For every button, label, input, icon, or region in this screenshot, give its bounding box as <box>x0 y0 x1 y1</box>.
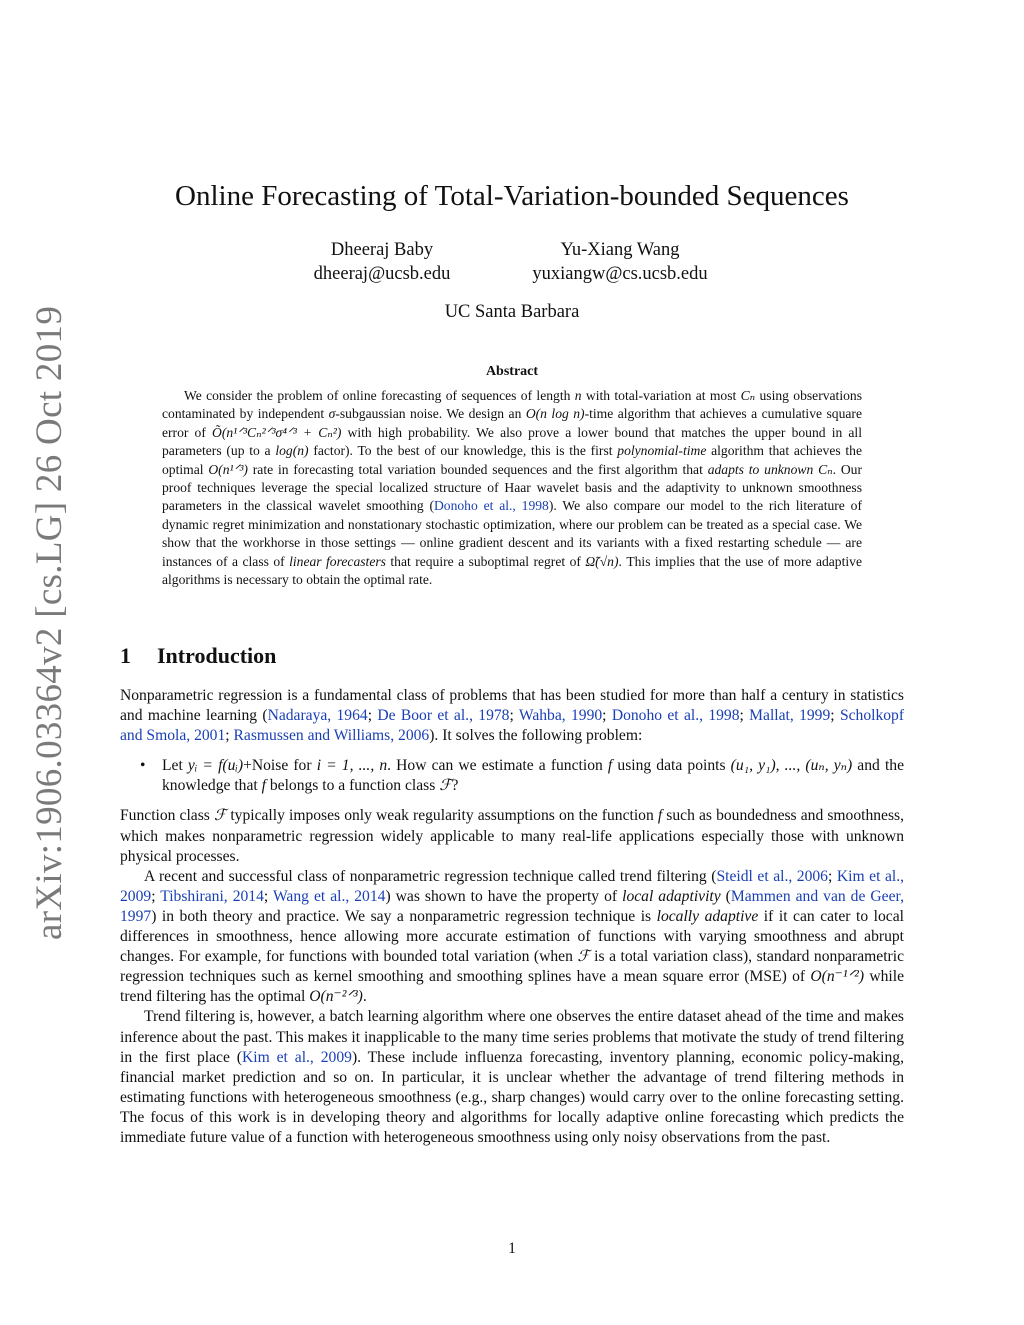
emphasis: adapts to unknown <box>707 461 819 477</box>
math-inline: i = 1, ..., n <box>316 757 388 775</box>
math-inline: ℱ <box>213 807 227 825</box>
math-inline: f <box>607 757 613 775</box>
citation-link[interactable]: Wang et al., 2014 <box>272 887 386 905</box>
emphasis: linear forecasters <box>289 553 386 569</box>
author-block <box>282 238 482 286</box>
citation-link[interactable]: Scholkopf and Smola, 2001 <box>120 707 905 745</box>
author-block <box>505 238 735 286</box>
emphasis: polynomial-time <box>617 443 707 459</box>
author-name: Yu-Xiang Wang <box>560 240 680 260</box>
section-heading <box>120 643 276 669</box>
math-inline: f <box>261 777 266 795</box>
paragraph: Trend filtering is, however, a batch learning algorithm where one observes the entire dataset ahead of the time and makes inference about the past. This makes it inapplicable to the many time series problems that motivate the study of trend filtering in the first place (Kim et al., 2009). These include influenza forecasting, inventory planning, economic policy-making, financial market prediction and so on. In particular, it is unclear whether the advantage of trend filtering methods in estimating functions with heterogeneous smoothness (e.g., sharp changes) would carry over to the online forecasting setting. The focus of this work is in developing theory and algorithms for locally adaptive online forecasting which predicts the immediate future value of a function with heterogeneous smoothness using only noisy observations from the past. <box>120 1008 904 1146</box>
math-inline: f <box>657 807 663 825</box>
citation-link[interactable]: Donoho et al., 1998 <box>433 498 549 514</box>
citation-link[interactable]: Nadaraya, 1964 <box>267 707 368 725</box>
citation-link[interactable]: Rasmussen and Williams, 2006 <box>233 727 430 745</box>
author-email: yuxiangw@cs.ucsb.edu <box>532 264 708 284</box>
paper-title: Online Forecasting of Total-Variation-bounded Sequences <box>175 180 849 212</box>
citation-link[interactable]: Kim et al., 2009 <box>120 867 905 905</box>
paragraph: Function class ℱ typically imposes only weak regularity assumptions on the function f such as boundedness and smoothness, which makes nonparametric regression widely applicable to many real-life applications especially those with unknown physical processes. <box>120 807 905 865</box>
math-inline: O(n¹ᐟ³) <box>208 461 248 477</box>
citation-link[interactable]: De Boor et al., 1978 <box>377 707 510 725</box>
body-text <box>120 686 904 1148</box>
citation-link[interactable]: Steidl et al., 2006 <box>716 867 828 885</box>
citation-link[interactable]: Mallat, 1999 <box>749 707 831 725</box>
affiliation: UC Santa Barbara <box>444 302 580 322</box>
math-inline: log(n) <box>275 443 309 459</box>
abstract-body <box>162 387 862 589</box>
citation-link[interactable]: Tibshirani, 2014 <box>160 887 264 905</box>
math-inline: O(n⁻¹ᐟ²) <box>810 968 865 986</box>
abstract-heading: Abstract <box>485 364 539 379</box>
math-inline: Õ(n¹ᐟ³Cₙ²ᐟ³σ⁴ᐟ³ + Cₙ²) <box>212 424 342 440</box>
emphasis: locally adaptive <box>656 907 759 925</box>
author-email: dheeraj@ucsb.edu <box>313 264 451 284</box>
math-inline: ℱ <box>577 948 590 966</box>
list-item: • Let yᵢ = f(uᵢ)+Noise for i = 1, ..., n. How can we estimate a function f using data points (u₁, y₁), ..., (uₙ, yₙ) and the knowledge that f belongs to a function class ℱ? <box>140 757 904 795</box>
section-number: 1 <box>120 643 131 668</box>
emphasis: local adaptivity <box>622 887 721 905</box>
math-inline: σ <box>328 406 336 422</box>
bullet-list <box>120 756 904 796</box>
math-inline: (u₁, y₁), ..., (uₙ, yₙ) <box>730 757 853 775</box>
citation-link[interactable]: Mammen and van de Geer, 1997 <box>120 887 904 925</box>
section-title: Introduction <box>157 643 277 668</box>
author-name: Dheeraj Baby <box>330 240 434 260</box>
paragraph: Nonparametric regression is a fundamental class of problems that has been studied for more than half a century in statistics and machine learning (Nadaraya, 1964; De Boor et al., 1978; Wahba, 1990; Donoho et al., 1998; Mallat, 1999; Scholkopf and Smola, 2001; Rasmussen and Williams, 2006). It solves the following problem: <box>120 687 905 745</box>
arxiv-side-stamp: arXiv:1906.03364v2 [cs.LG] 26 Oct 2019 <box>29 305 70 940</box>
math-inline: ℱ <box>439 777 452 795</box>
page-number: 1 <box>508 1240 516 1257</box>
math-inline: Ω̃(√n) <box>585 553 619 569</box>
math-inline: O(n⁻²ᐟ³) <box>309 988 363 1006</box>
math-inline: Cₙ <box>818 461 833 477</box>
citation-link[interactable]: Kim et al., 2009 <box>242 1048 352 1066</box>
abstract-paragraph: We consider the problem of online forecasting of sequences of length n with total-variation at most Cₙ using observations contaminated by independent σ-subgaussian noise. We design an O(n log n)-time algorithm that achieves a cumulative square error of Õ(n¹ᐟ³Cₙ²ᐟ³σ⁴ᐟ³ + Cₙ²) with high probability. We also prove a lower bound that matches the upper bound in all parameters (up to a log(n) factor). To the best of our knowledge, this is the first polynomial-time algorithm that achieves the optimal O(n¹ᐟ³) rate in forecasting total variation bounded sequences and the first algorithm that adapts to unknown Cₙ. Our proof techniques leverage the special localized structure of Haar wavelet basis and the adaptivity to unknown smoothness parameters in the classical wavelet smoothing (Donoho et al., 1998). We also compare our model to the rich literature of dynamic regret minimization and nonstationary stochastic optimization, where our problem can be treated as a special case. We show that the workhorse in those settings — online gradient descent and its variants with a fixed restarting schedule — are instances of a class of linear forecasters that require a suboptimal regret of Ω̃(√n). This implies that the use of more adaptive algorithms is necessary to obtain the optimal rate. <box>162 388 862 588</box>
math-inline: n <box>574 388 582 403</box>
bullet-icon: • <box>140 757 146 775</box>
citation-link[interactable]: Donoho et al., 1998 <box>611 707 740 725</box>
paragraph: A recent and successful class of nonparametric regression technique called trend filtering (Steidl et al., 2006; Kim et al., 2009; Tibshirani, 2014; Wang et al., 2014) was shown to have the property of local adaptivity (Mammen and van de Geer, 1997) in both theory and practice. We say a nonparametric regression technique is locally adaptive if it can cater to local differences in smoothness, hence allowing more accurate estimation of functions with varying smoothness and abrupt changes. For example, for functions with bounded total variation (when ℱ is a total variation class), standard nonparametric regression techniques such as kernel smoothing and smoothing splines have a mean square error (MSE) of O(n⁻¹ᐟ²) while trend filtering has the optimal O(n⁻²ᐟ³). <box>120 867 905 1006</box>
citation-link[interactable]: Wahba, 1990 <box>518 707 603 725</box>
math-inline: yᵢ = f(uᵢ) <box>187 757 244 775</box>
math-inline: Cₙ <box>740 388 756 403</box>
math-inline: O(n log n) <box>525 406 585 422</box>
